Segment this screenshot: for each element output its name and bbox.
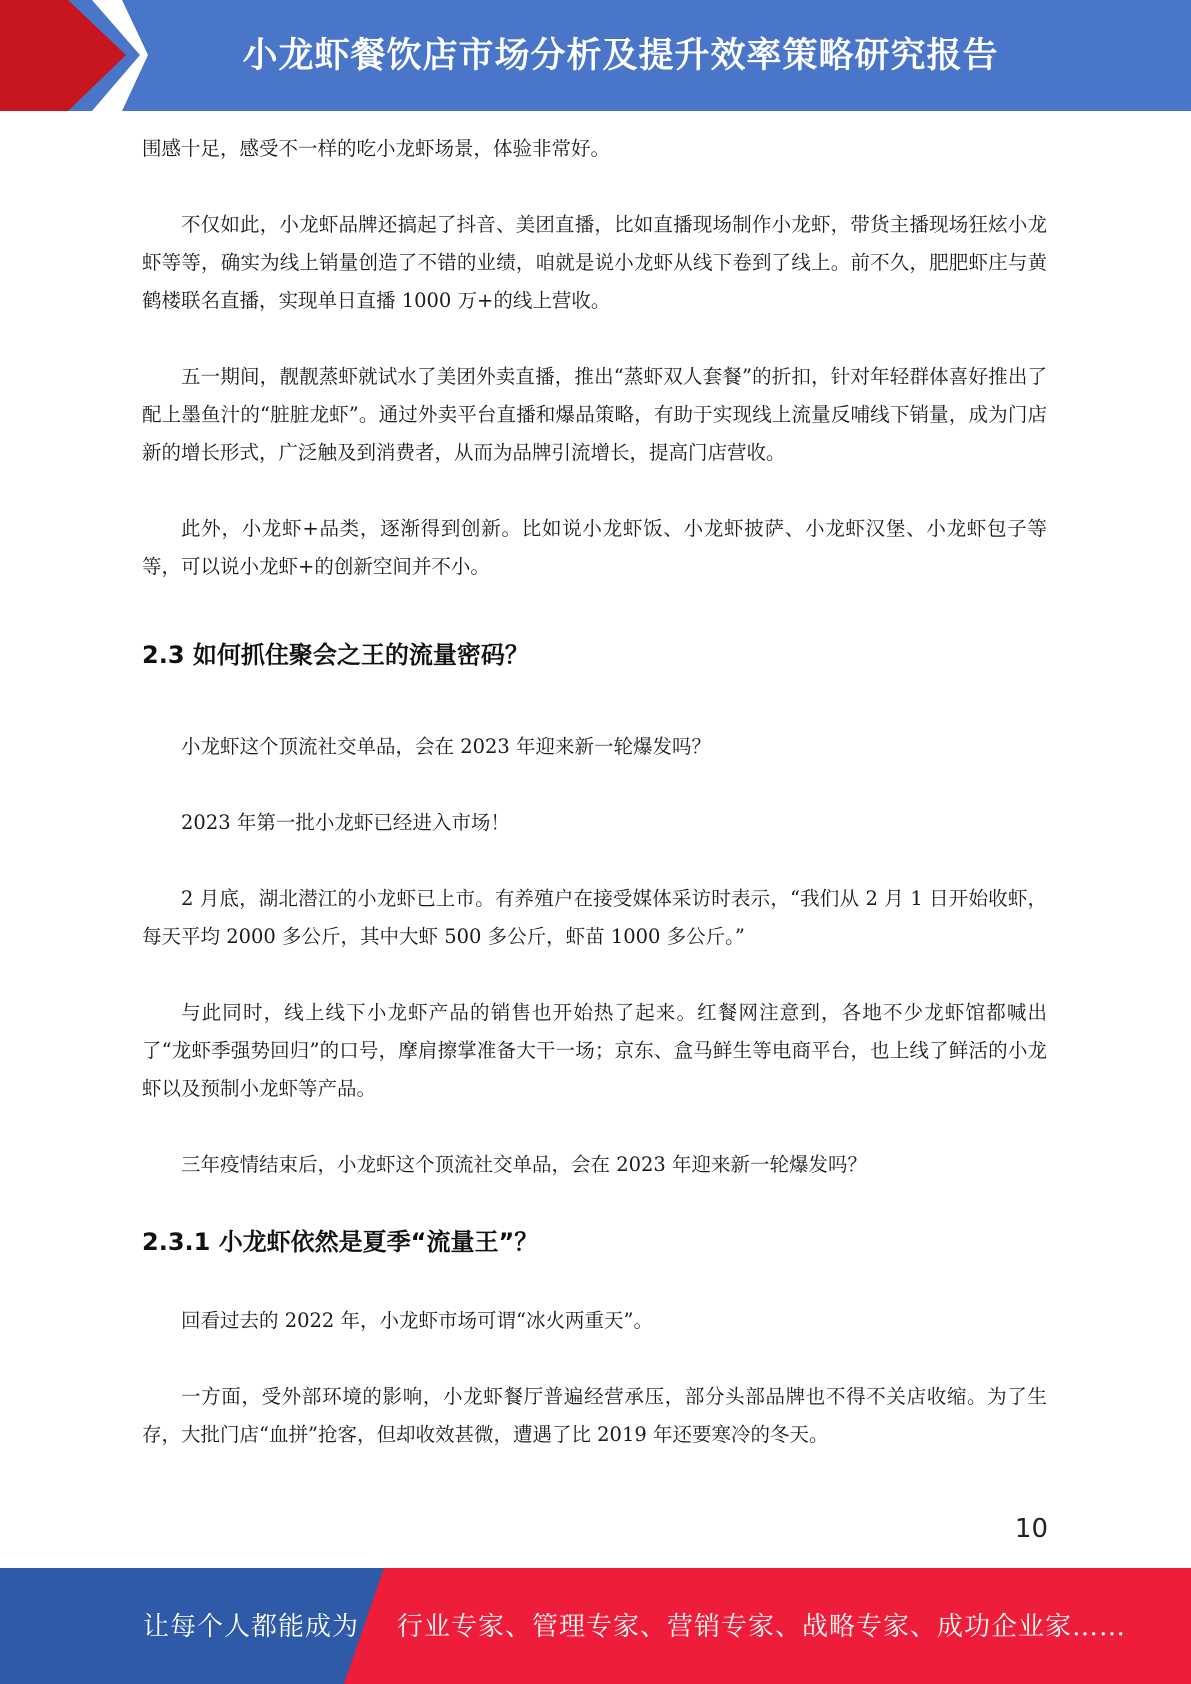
paragraph: 不仅如此，小龙虾品牌还搞起了抖音、美团直播，比如直播现场制作小龙虾，带货主播现场狂炫小龙虾等等，确实为线上销量创造了不错的业绩，咱就是说小龙虾从线下卷到了线上。前不久，肥肥虾庄与黄鹤楼联名直播，实现单日直播 1000 万+的线上营收。	[142, 213, 1047, 312]
paragraph: 与此同时，线上线下小龙虾产品的销售也开始热了起来。红餐网注意到，各地不少龙虾馆都喊出了“龙虾季强势回归”的口号，摩肩擦掌准备大干一场；京东、盒马鲜生等电商平台，也上线了鲜活的小龙虾以及预制小龙虾等产品。	[142, 1001, 1047, 1100]
paragraph: 五一期间，靓靓蒸虾就试水了美团外卖直播，推出“蒸虾双人套餐”的折扣，针对年轻群体喜好推出了配上墨鱼汁的“脏脏龙虾”。通过外卖平台直播和爆品策略，有助于实现线上流量反哺线下销量，成为门店新的增长形式，广泛触及到消费者，从而为品牌引流增长，提高门店营收。	[142, 365, 1047, 464]
paragraph: 2 月底，湖北潜江的小龙虾已上市。有养殖户在接受媒体采访时表示，“我们从 2 月 1 日开始收虾，每天平均 2000 多公斤，其中大虾 500 多公斤，虾苗 1000 多公斤。”	[142, 887, 1047, 948]
subsection-heading: 2.3.1 小龙虾依然是夏季“流量王”？	[142, 1228, 539, 1256]
paragraph: 2023 年第一批小龙虾已经进入市场！	[181, 811, 510, 834]
paragraph: 三年疫情结束后，小龙虾这个顶流社交单品，会在 2023 年迎来新一轮爆发吗？	[181, 1153, 868, 1176]
paragraph: 回看过去的 2022 年，小龙虾市场可谓“冰火两重天”。	[181, 1309, 653, 1332]
paragraph: 此外，小龙虾+品类，逐渐得到创新。比如说小龙虾饭、小龙虾披萨、小龙虾汉堡、小龙虾包子等等，可以说小龙虾+的创新空间并不小。	[142, 517, 1047, 578]
paragraph: 一方面，受外部环境的影响，小龙虾餐厅普遍经营承压，部分头部品牌也不得不关店收缩。为了生存，大批门店“血拼”抢客，但却收效甚微，遭遇了比 2019 年还要寒冷的冬天。	[142, 1385, 1047, 1446]
report-title: 小龙虾餐饮店市场分析及提升效率策略研究报告	[242, 36, 999, 76]
section-heading: 2.3 如何抓住聚会之王的流量密码？	[142, 641, 529, 669]
paragraph: 小龙虾这个顶流社交单品，会在 2023 年迎来新一轮爆发吗？	[181, 735, 712, 758]
footer-slogan-right: 行业专家、管理专家、营销专家、战略专家、成功企业家……	[397, 1612, 1127, 1642]
page-number: 10	[1014, 1514, 1048, 1544]
footer-slogan-left: 让每个人都能成为	[143, 1612, 360, 1642]
paragraph: 围感十足，感受不一样的吃小龙虾场景，体验非常好。	[142, 137, 611, 160]
page-header	[0, 0, 1191, 111]
page-footer	[0, 1568, 1191, 1684]
